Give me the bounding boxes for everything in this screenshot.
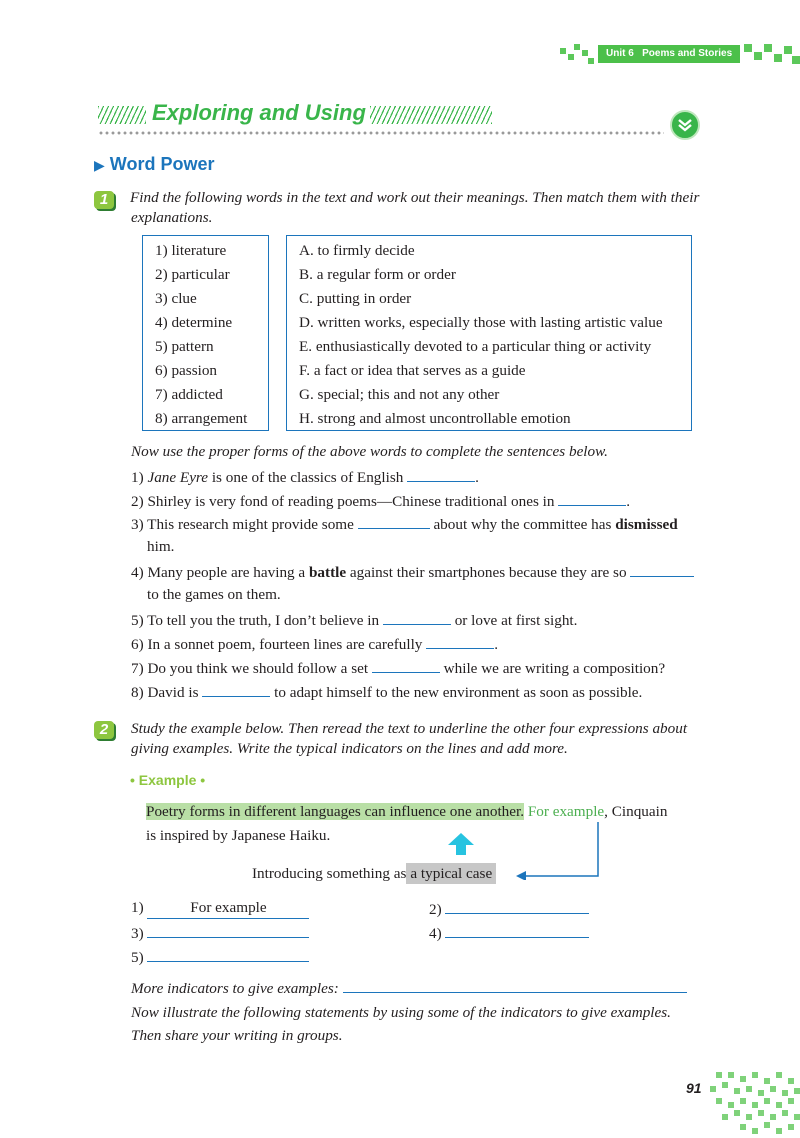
final-instruction: Now illustrate the following statements by using some of the indicators to give examples. Then share your writing in groups.: [131, 1004, 671, 1044]
sentence-5: [131, 609, 577, 631]
answer-blank[interactable]: [202, 681, 270, 697]
triangle-bullet-icon: ▶: [94, 157, 105, 173]
answer-item-4: [429, 922, 589, 944]
sentence-text: 7) Do you think we should follow a set: [131, 660, 372, 677]
sentence-text: , Cinquain: [604, 803, 668, 820]
section-title: Exploring and Using: [152, 100, 366, 125]
item-label: 4): [429, 925, 442, 942]
answer-line[interactable]: For example: [147, 898, 309, 919]
definitions-box: [286, 235, 692, 431]
page-number: 91: [686, 1080, 702, 1096]
sentence-text: .: [626, 493, 631, 510]
word-item: 6) passion: [155, 362, 218, 379]
task-number-1: 1: [94, 191, 114, 209]
definition-item: F. a fact or idea that serves as a guide: [299, 362, 526, 379]
word-item: 3) clue: [155, 290, 197, 307]
sentence-text: against their smartphones because they are so: [346, 564, 631, 581]
word-item: 8) arrangement: [155, 410, 248, 427]
answer-blank[interactable]: [558, 490, 626, 506]
answer-item-1: [131, 898, 309, 919]
corner-pixel-decoration: [708, 1072, 800, 1138]
task-number-2: 2: [94, 721, 114, 739]
sentence-3: [131, 513, 678, 535]
item-label: 1): [131, 899, 144, 916]
example-note: [252, 864, 496, 884]
word-item: 2) particular: [155, 266, 230, 283]
definition-item: H. strong and almost uncontrollable emotion: [299, 410, 571, 427]
answer-blank[interactable]: [358, 513, 430, 529]
subsection-title: Word Power: [109, 154, 215, 174]
sentence-text: 6) In a sonnet poem, fourteen lines are carefully: [131, 636, 427, 653]
sentence-text: about why the committee has: [429, 516, 616, 533]
example-sentence-cont: is inspired by Japanese Haiku.: [146, 827, 331, 844]
note-highlight: [406, 863, 496, 884]
task2-instruction: Study the example below. Then reread the text to underline the other four expressions about giving examples. Write the typical indicators on the lines and add more.: [131, 720, 688, 757]
definition-item: B. a regular form or order: [299, 266, 456, 283]
example-indicator: For example: [527, 803, 605, 820]
sentence-2: [131, 490, 630, 512]
sentence-text: 1): [131, 469, 148, 486]
answer-blank[interactable]: [630, 561, 694, 577]
sentence-1: [131, 466, 479, 488]
sentence-3-cont: him.: [147, 538, 175, 555]
example-sentence: [146, 802, 667, 822]
answer-blank[interactable]: [407, 466, 475, 482]
answer-line[interactable]: [445, 922, 589, 938]
book-title: Jane Eyre: [147, 469, 209, 486]
definition-item: D. written works, especially those with lasting artistic value: [299, 314, 663, 331]
dotted-divider: [98, 131, 664, 135]
sentence-6: [131, 633, 498, 655]
note-text: Introducing something as: [252, 865, 407, 882]
sentence-text: while we are writing a composition?: [439, 660, 666, 677]
more-label: More indicators to give examples:: [131, 980, 339, 997]
sentence-4: [131, 561, 694, 583]
title-hatch-left: [98, 106, 146, 124]
note-highlight-text: a typical case: [410, 865, 493, 882]
answer-item-5: [131, 946, 309, 968]
item-label: 3): [131, 925, 144, 942]
words-box: [142, 235, 269, 431]
answer-line[interactable]: [147, 946, 309, 962]
sentence-4-cont: to the games on them.: [147, 586, 281, 603]
answer-item-2: [429, 898, 589, 920]
sentence-text: or love at first sight.: [450, 612, 578, 629]
sentence-text: to adapt himself to the new environment as soon as possible.: [270, 684, 643, 701]
highlighted-sentence: Poetry forms in different languages can influence one another.: [146, 803, 525, 820]
sentence-text: 3) This research might provide some: [131, 516, 358, 533]
definition-item: A. to firmly decide: [299, 242, 415, 259]
sentence-text: is one of the classics of English: [208, 469, 408, 486]
bold-word: battle: [308, 564, 347, 581]
unit-header: [598, 45, 740, 63]
example-label: • Example •: [130, 772, 206, 788]
answer-blank[interactable]: [383, 609, 451, 625]
definition-item: E. enthusiastically devoted to a particular thing or activity: [299, 338, 652, 355]
answer-line[interactable]: [445, 898, 589, 914]
sentence-text: 5) To tell you the truth, I don’t believe in: [131, 612, 383, 629]
item-label: 5): [131, 949, 144, 966]
sentence-text: 8) David is: [131, 684, 203, 701]
chevron-down-icon: [670, 110, 700, 140]
item-label: 2): [429, 901, 442, 918]
answer-line[interactable]: [147, 922, 309, 938]
subsection-heading: [94, 154, 214, 175]
task1-instruction: Find the following words in the text and work out their meanings. Then match them with their explanations.: [130, 189, 700, 226]
definition-item: G. special; this and not any other: [299, 386, 500, 403]
more-indicators-line[interactable]: [343, 977, 687, 993]
connector-arrow-icon: [512, 820, 602, 880]
sentence-7: [131, 657, 665, 679]
word-item: 5) pattern: [155, 338, 214, 355]
sentence-text: .: [494, 636, 498, 653]
definition-item: C. putting in order: [299, 290, 412, 307]
sentence-8: [131, 681, 642, 703]
unit-label: Unit 6: [606, 48, 634, 59]
answer-blank[interactable]: [372, 657, 440, 673]
sentences-instruction: Now use the proper forms of the above words to complete the sentences below.: [131, 443, 608, 460]
sentence-text: 2) Shirley is very fond of reading poems—Chinese traditional ones in: [131, 493, 559, 510]
word-item: 1) literature: [155, 242, 227, 259]
more-indicators: [131, 977, 687, 999]
arrow-up-icon: [448, 833, 474, 855]
bold-word: dismissed: [615, 516, 678, 533]
sentence-text: .: [475, 469, 479, 486]
answer-blank[interactable]: [426, 633, 494, 649]
answer-item-3: [131, 922, 309, 944]
word-item: 7) addicted: [155, 386, 223, 403]
word-item: 4) determine: [155, 314, 233, 331]
title-hatch-right: [370, 106, 492, 124]
unit-title: Poems and Stories: [642, 48, 733, 59]
sentence-text: 4) Many people are having a: [131, 564, 309, 581]
